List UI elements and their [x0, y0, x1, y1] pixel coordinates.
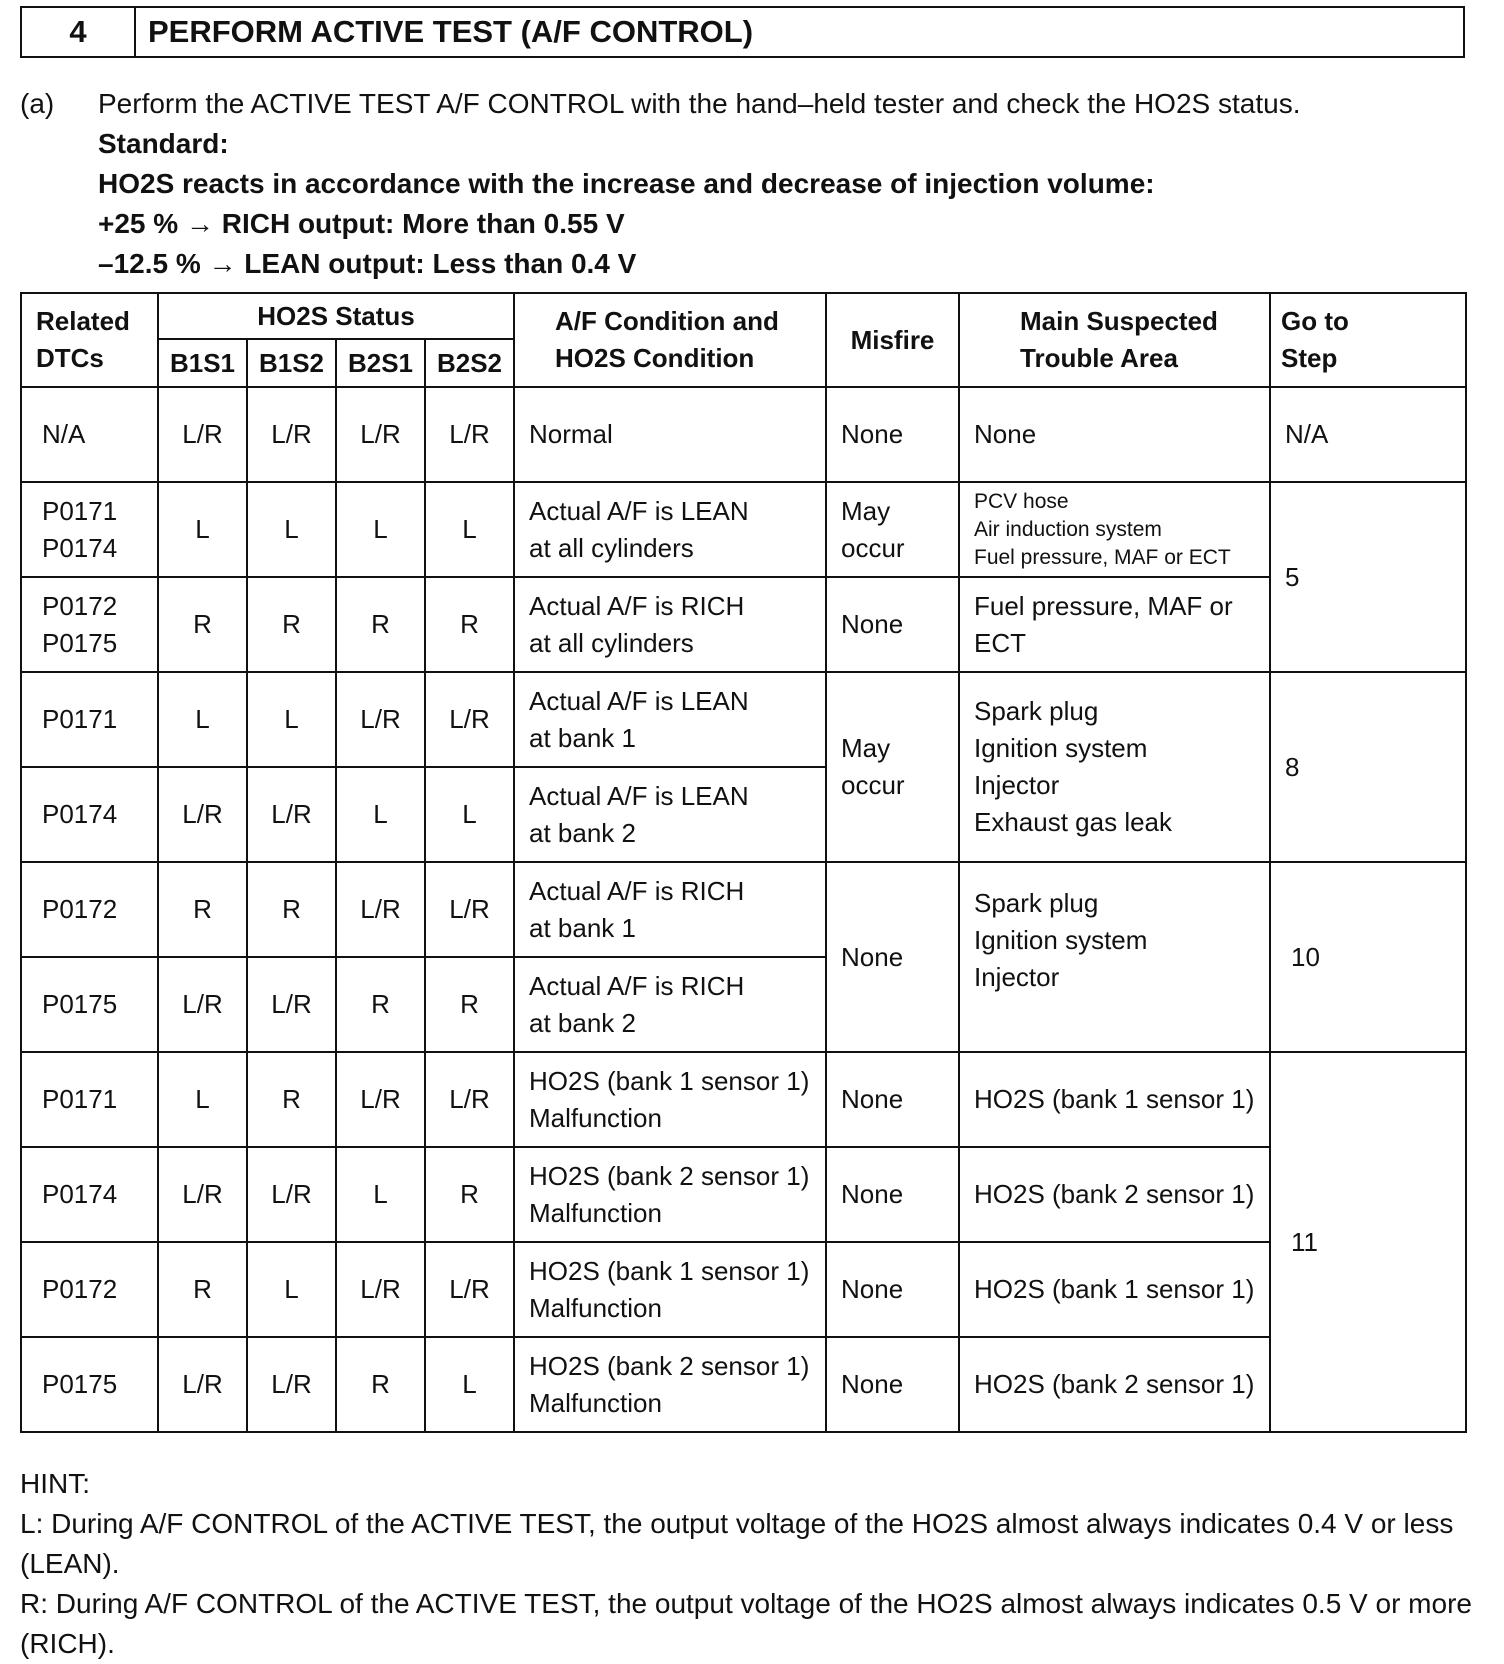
step-cell: 8 — [1270, 672, 1466, 862]
b1s1-cell: L/R — [158, 387, 247, 482]
b1s2-cell: L/R — [247, 767, 336, 862]
intro-body — [98, 84, 1470, 284]
misfire-cell: None — [826, 387, 959, 482]
dtc-cell: P0172 — [21, 1242, 158, 1337]
condition-cell: HO2S (bank 2 sensor 1) Malfunction — [514, 1147, 826, 1242]
trouble-area-cell: Spark plug Ignition system Injector — [959, 862, 1270, 1052]
dtc-cell: P0171 — [21, 672, 158, 767]
step-cell: 10 — [1270, 862, 1466, 1052]
dtc-cell: P0172 P0175 — [21, 577, 158, 672]
trouble-area-cell: HO2S (bank 2 sensor 1) — [959, 1147, 1270, 1242]
dtc-cell: P0174 — [21, 1147, 158, 1242]
dtc-table — [20, 292, 1467, 1433]
b1s2-cell: L/R — [247, 957, 336, 1052]
b2s1-cell: L/R — [336, 387, 425, 482]
dtc-cell: P0175 — [21, 957, 158, 1052]
step-header — [20, 6, 1465, 58]
b1s2-cell: L — [247, 672, 336, 767]
condition-cell: HO2S (bank 1 sensor 1) Malfunction — [514, 1052, 826, 1147]
condition-cell: Actual A/F is RICH at bank 2 — [514, 957, 826, 1052]
table-row — [21, 482, 1466, 577]
condition-cell: Actual A/F is LEAN at all cylinders — [514, 482, 826, 577]
dtc-cell: P0171 P0174 — [21, 482, 158, 577]
b1s1-cell: L — [158, 1052, 247, 1147]
trouble-area-cell: Fuel pressure, MAF or ECT — [959, 577, 1270, 672]
b2s2-cell: L — [425, 482, 514, 577]
table-row — [21, 387, 1466, 482]
trouble-area-cell: HO2S (bank 2 sensor 1) — [959, 1337, 1270, 1432]
b1s2-cell: R — [247, 862, 336, 957]
b1s1-cell: R — [158, 577, 247, 672]
header-b1s2: B1S2 — [247, 339, 336, 387]
hint-rich-definition: R: During A/F CONTROL of the ACTIVE TEST, the output voltage of the HO2S almost always indicates 0.5 V or more (RICH). — [20, 1588, 1472, 1659]
misfire-cell: None — [826, 862, 959, 1052]
condition-cell: Actual A/F is LEAN at bank 2 — [514, 767, 826, 862]
b2s2-cell: R — [425, 577, 514, 672]
header-af-condition: A/F Condition and HO2S Condition — [514, 293, 826, 387]
b1s1-cell: R — [158, 1242, 247, 1337]
condition-cell: Normal — [514, 387, 826, 482]
b1s1-cell: L/R — [158, 767, 247, 862]
trouble-area-cell: Spark plug Ignition system Injector Exhaust gas leak — [959, 672, 1270, 862]
table-row — [21, 1052, 1466, 1147]
dtc-cell: P0174 — [21, 767, 158, 862]
b1s1-cell: R — [158, 862, 247, 957]
header-trouble-area: Main Suspected Trouble Area — [959, 293, 1270, 387]
b1s2-cell: L — [247, 482, 336, 577]
b1s2-cell: L — [247, 1242, 336, 1337]
b1s1-cell: L/R — [158, 1147, 247, 1242]
misfire-cell: None — [826, 1337, 959, 1432]
header-b1s1: B1S1 — [158, 339, 247, 387]
hint-title: HINT: — [20, 1468, 90, 1499]
misfire-cell: None — [826, 1147, 959, 1242]
b2s2-cell: L/R — [425, 1052, 514, 1147]
step-number: 4 — [22, 8, 136, 56]
condition-cell: HO2S (bank 1 sensor 1) Malfunction — [514, 1242, 826, 1337]
b2s1-cell: L/R — [336, 672, 425, 767]
intro-label: (a) — [20, 88, 55, 119]
table-row — [21, 1147, 1466, 1242]
header-misfire: Misfire — [826, 293, 959, 387]
dtc-cell: P0171 — [21, 1052, 158, 1147]
b2s2-cell: R — [425, 957, 514, 1052]
standard-description: HO2S reacts in accordance with the increase and decrease of injection volume: — [98, 168, 1155, 199]
misfire-cell: May occur — [826, 672, 959, 862]
b2s1-cell: L — [336, 1147, 425, 1242]
b1s2-cell: L/R — [247, 1147, 336, 1242]
condition-cell: Actual A/F is RICH at all cylinders — [514, 577, 826, 672]
b2s1-cell: L — [336, 767, 425, 862]
b1s1-cell: L/R — [158, 1337, 247, 1432]
step-title: PERFORM ACTIVE TEST (A/F CONTROL) — [148, 14, 754, 49]
header-b2s2: B2S2 — [425, 339, 514, 387]
b2s1-cell: L/R — [336, 862, 425, 957]
b2s2-cell: L — [425, 1337, 514, 1432]
condition-cell: HO2S (bank 2 sensor 1) Malfunction — [514, 1337, 826, 1432]
b2s2-cell: L/R — [425, 672, 514, 767]
dtc-cell: P0172 — [21, 862, 158, 957]
misfire-cell: None — [826, 577, 959, 672]
misfire-cell: None — [826, 1242, 959, 1337]
b2s1-cell: L — [336, 482, 425, 577]
b2s1-cell: L/R — [336, 1052, 425, 1147]
misfire-cell: None — [826, 1052, 959, 1147]
condition-cell: Actual A/F is LEAN at bank 1 — [514, 672, 826, 767]
header-related-dtcs: Related DTCs — [21, 293, 158, 387]
table-row — [21, 577, 1466, 672]
step-cell: N/A — [1270, 387, 1466, 482]
header-ho2s-status: HO2S Status — [158, 293, 514, 339]
dtc-cell: P0175 — [21, 1337, 158, 1432]
b1s2-cell: L/R — [247, 1337, 336, 1432]
b2s2-cell: L/R — [425, 387, 514, 482]
trouble-area-cell: None — [959, 387, 1270, 482]
b2s1-cell: L/R — [336, 1242, 425, 1337]
b1s2-cell: R — [247, 1052, 336, 1147]
table-row — [21, 1242, 1466, 1337]
b2s2-cell: L — [425, 767, 514, 862]
table-row — [21, 1337, 1466, 1432]
b2s2-cell: L/R — [425, 862, 514, 957]
table-row — [21, 672, 1466, 767]
header-b2s1: B2S1 — [336, 339, 425, 387]
b2s2-cell: R — [425, 1147, 514, 1242]
b2s1-cell: R — [336, 1337, 425, 1432]
b2s1-cell: R — [336, 957, 425, 1052]
hint-lean-definition: L: During A/F CONTROL of the ACTIVE TEST, the output voltage of the HO2S almost always indicates 0.4 V or less (LEAN). — [20, 1508, 1454, 1579]
lean-output-line: –12.5 % → LEAN output: Less than 0.4 V — [98, 248, 637, 279]
table-header-row — [21, 293, 1466, 339]
trouble-area-cell: HO2S (bank 1 sensor 1) — [959, 1242, 1270, 1337]
b1s1-cell: L — [158, 482, 247, 577]
b1s2-cell: R — [247, 577, 336, 672]
step-cell: 5 — [1270, 482, 1466, 672]
b1s2-cell: L/R — [247, 387, 336, 482]
rich-output-line: +25 % → RICH output: More than 0.55 V — [98, 208, 625, 239]
misfire-cell: May occur — [826, 482, 959, 577]
table-row — [21, 862, 1466, 957]
trouble-area-cell: HO2S (bank 1 sensor 1) — [959, 1052, 1270, 1147]
b1s1-cell: L/R — [158, 957, 247, 1052]
standard-label: Standard: — [98, 128, 229, 159]
b2s1-cell: R — [336, 577, 425, 672]
header-go-to-step: Go to Step — [1270, 293, 1466, 387]
dtc-cell: N/A — [21, 387, 158, 482]
b1s1-cell: L — [158, 672, 247, 767]
intro-section — [20, 84, 1470, 284]
step-cell: 11 — [1270, 1052, 1466, 1432]
condition-cell: Actual A/F is RICH at bank 1 — [514, 862, 826, 957]
instruction-text: Perform the ACTIVE TEST A/F CONTROL with the hand–held tester and check the HO2S status. — [98, 88, 1301, 119]
b2s2-cell: L/R — [425, 1242, 514, 1337]
trouble-area-cell: PCV hose Air induction system Fuel pressure, MAF or ECT — [959, 482, 1270, 577]
hint-section — [20, 1464, 1480, 1664]
